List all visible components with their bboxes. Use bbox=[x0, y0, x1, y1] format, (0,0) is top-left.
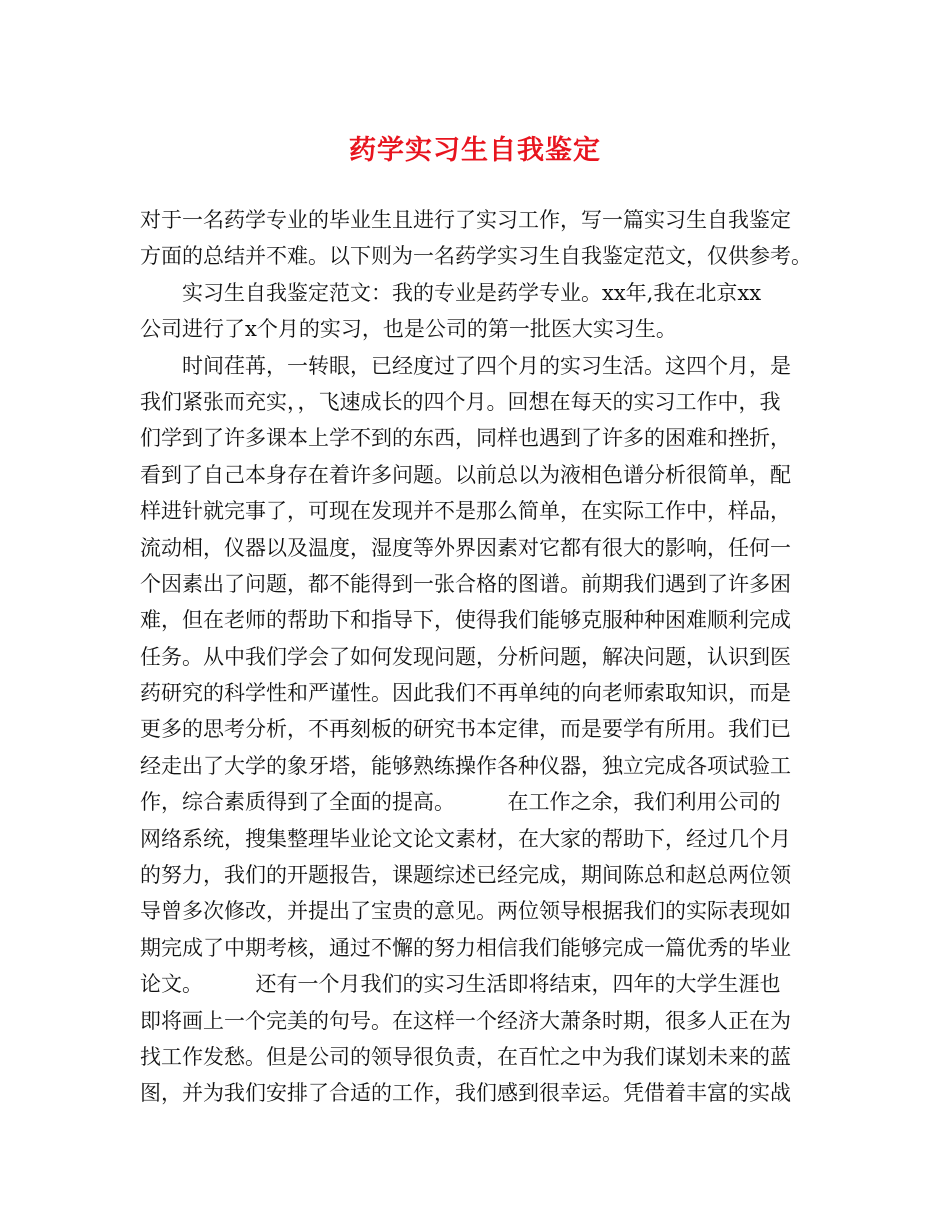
body-line: 找工作发愁。但是公司的领导很负责，在百忙之中为我们谋划未来的蓝 bbox=[140, 1044, 791, 1069]
body-line: 方面的总结并不难。以下则为一名药学实习生自我鉴定范文，仅供参考。 bbox=[140, 244, 812, 269]
body-line: 导曾多次修改，并提出了宝贵的意见。两位领导根据我们的实际表现如 bbox=[140, 899, 791, 924]
body-line: 的努力，我们的开题报告，课题综述已经完成，期间陈总和赵总两位领 bbox=[140, 863, 791, 888]
body-line: 公司进行了x个月的实习，也是公司的第一批医大实习生。 bbox=[140, 317, 677, 342]
body-line: 即将画上一个完美的句号。在这样一个经济大萧条时期，很多人正在为 bbox=[140, 1008, 791, 1033]
body-line: 实习生自我鉴定范文：我的专业是药学专业。xx年,我在北京xx bbox=[140, 280, 762, 305]
document-title: 药学实习生自我鉴定 bbox=[349, 135, 601, 166]
body-line: 时间荏苒，一转眼，已经度过了四个月的实习生活。这四个月，是 bbox=[140, 353, 791, 378]
body-line: 图，并为我们安排了合适的工作，我们感到很幸运。凭借着丰富的实战 bbox=[140, 1081, 791, 1106]
body-line: 网络系统，搜集整理毕业论文论文素材，在大家的帮助下，经过几个月 bbox=[140, 826, 791, 851]
body-line: 们学到了许多课本上学不到的东西，同样也遇到了许多的困难和挫折， bbox=[140, 426, 791, 451]
body-line: 任务。从中我们学会了如何发现问题，分析问题，解决问题，认识到医 bbox=[140, 644, 791, 669]
body-line: 流动相，仪器以及温度，湿度等外界因素对它都有很大的影响，任何一 bbox=[140, 535, 791, 560]
body-line: 对于一名药学专业的毕业生且进行了实习工作，写一篇实习生自我鉴定 bbox=[140, 208, 791, 232]
body-line: 个因素出了问题，都不能得到一张合格的图谱。前期我们遇到了许多困 bbox=[140, 571, 791, 596]
body-line: 样进针就完事了，可现在发现并不是那么简单，在实际工作中，样品， bbox=[140, 499, 791, 524]
body-line: 作，综合素质得到了全面的提高。 在工作之余，我们利用公司的 bbox=[140, 790, 781, 815]
document-body bbox=[140, 202, 830, 1112]
body-line: 难，但在老师的帮助下和指导下，使得我们能够克服种种困难顺利完成 bbox=[140, 608, 791, 633]
body-line: 看到了自己本身存在着许多问题。以前总以为液相色谱分析很简单，配 bbox=[140, 462, 791, 487]
body-line: 论文。 还有一个月我们的实习生活即将结束，四年的大学生涯也 bbox=[140, 972, 781, 997]
body-line: 期完成了中期考核，通过不懈的努力相信我们能够完成一篇优秀的毕业 bbox=[140, 935, 791, 960]
body-line: 我们紧张而充实，，飞速成长的四个月。回想在每天的实习工作中，我 bbox=[140, 389, 781, 414]
body-line: 经走出了大学的象牙塔，能够熟练操作各种仪器，独立完成各项试验工 bbox=[140, 753, 791, 778]
body-line: 更多的思考分析，不再刻板的研究书本定律，而是要学有所用。我们已 bbox=[140, 717, 791, 742]
body-line: 药研究的科学性和严谨性。因此我们不再单纯的向老师索取知识，而是 bbox=[140, 681, 791, 706]
